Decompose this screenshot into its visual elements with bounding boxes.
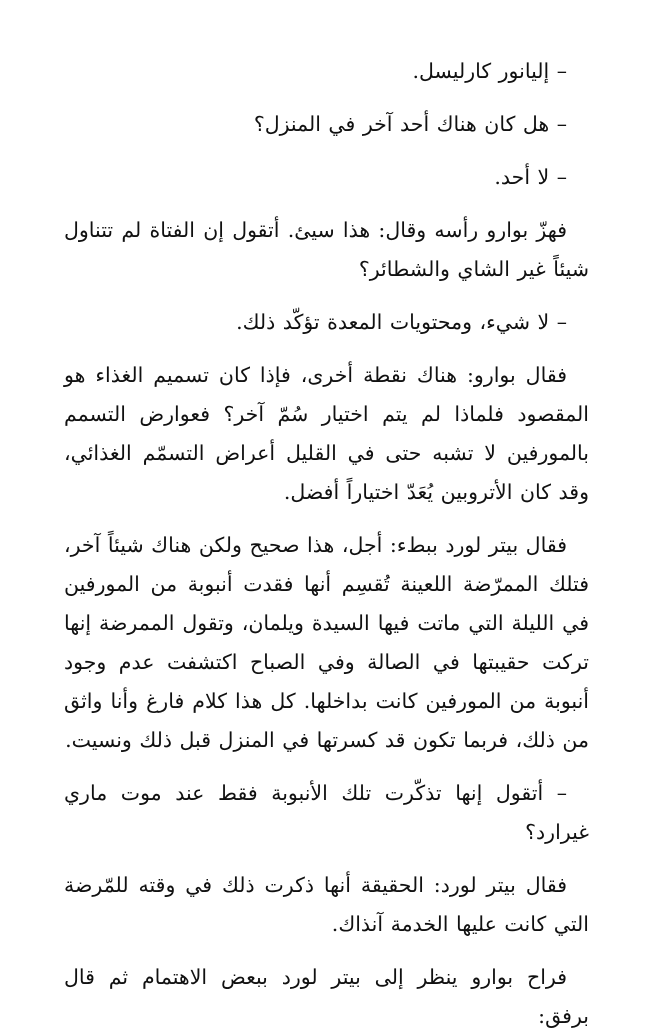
- paragraph-peter-lord-truth: فقال بيتر لورد: الحقيقة أنها ذكرت ذلك في وقته للمّرضة التي كانت عليها الخدمة آنذاك.: [64, 873, 589, 936]
- dialogue-line-remembered: – أتقول إنها تذكّرت تلك الأنبوبة فقط عند موت ماري غيرارد؟: [64, 781, 589, 844]
- paragraph-poirot-nods: فهزّ بوارو رأسه وقال: هذا سيئ. أتقول إن الفتاة لم تتناول شيئاً غير الشاي والشطائر؟: [64, 218, 589, 281]
- dialogue-line-name: – إليانور كارليسل.: [412, 59, 567, 83]
- paragraph-poirot-poison: فقال بوارو: هناك نقطة أخرى، فإذا كان تسميم الغذاء هو المقصود فلماذا لم يتم اختيار سُمّ آخر؟ فعوارض التسمم بالمورفين لا تشبه حتى في القليل أعراض التسمّم الغذائي، وقد كان الأتروبين يُعَدّ اختياراً أفضل.: [64, 363, 589, 504]
- dialogue-line-stomach: – لا شيء، ومحتويات المعدة تؤكّد ذلك.: [236, 310, 567, 334]
- paragraph-poirot-looks: فراح بوارو ينظر إلى بيتر لورد ببعض الاهتمام ثم قال برفق:: [64, 965, 589, 1028]
- dialogue-line-answer: – لا أحد.: [494, 165, 567, 189]
- paragraph-peter-lord-nurse: فقال بيتر لورد ببطء: أجل، هذا صحيح ولكن هناك شيئاً آخر، فتلك الممرّضة اللعينة تُقسِم أنها فقدت أنبوبة من المورفين في الليلة التي ماتت فيها السيدة ويلمان، وتقول الممرضة إنها تركت حقيبتها في الصالة وفي الصباح اكتشفت عدم وجود أنبوبة من المورفين كانت بداخلها. كل هذا كلام فارغ وأنا واثق من ذلك، فربما تكون قد كسرتها في المنزل قبل ذلك ونسيت.: [64, 533, 589, 752]
- dialogue-line-question: – هل كان هناك أحد آخر في المنزل؟: [253, 112, 567, 136]
